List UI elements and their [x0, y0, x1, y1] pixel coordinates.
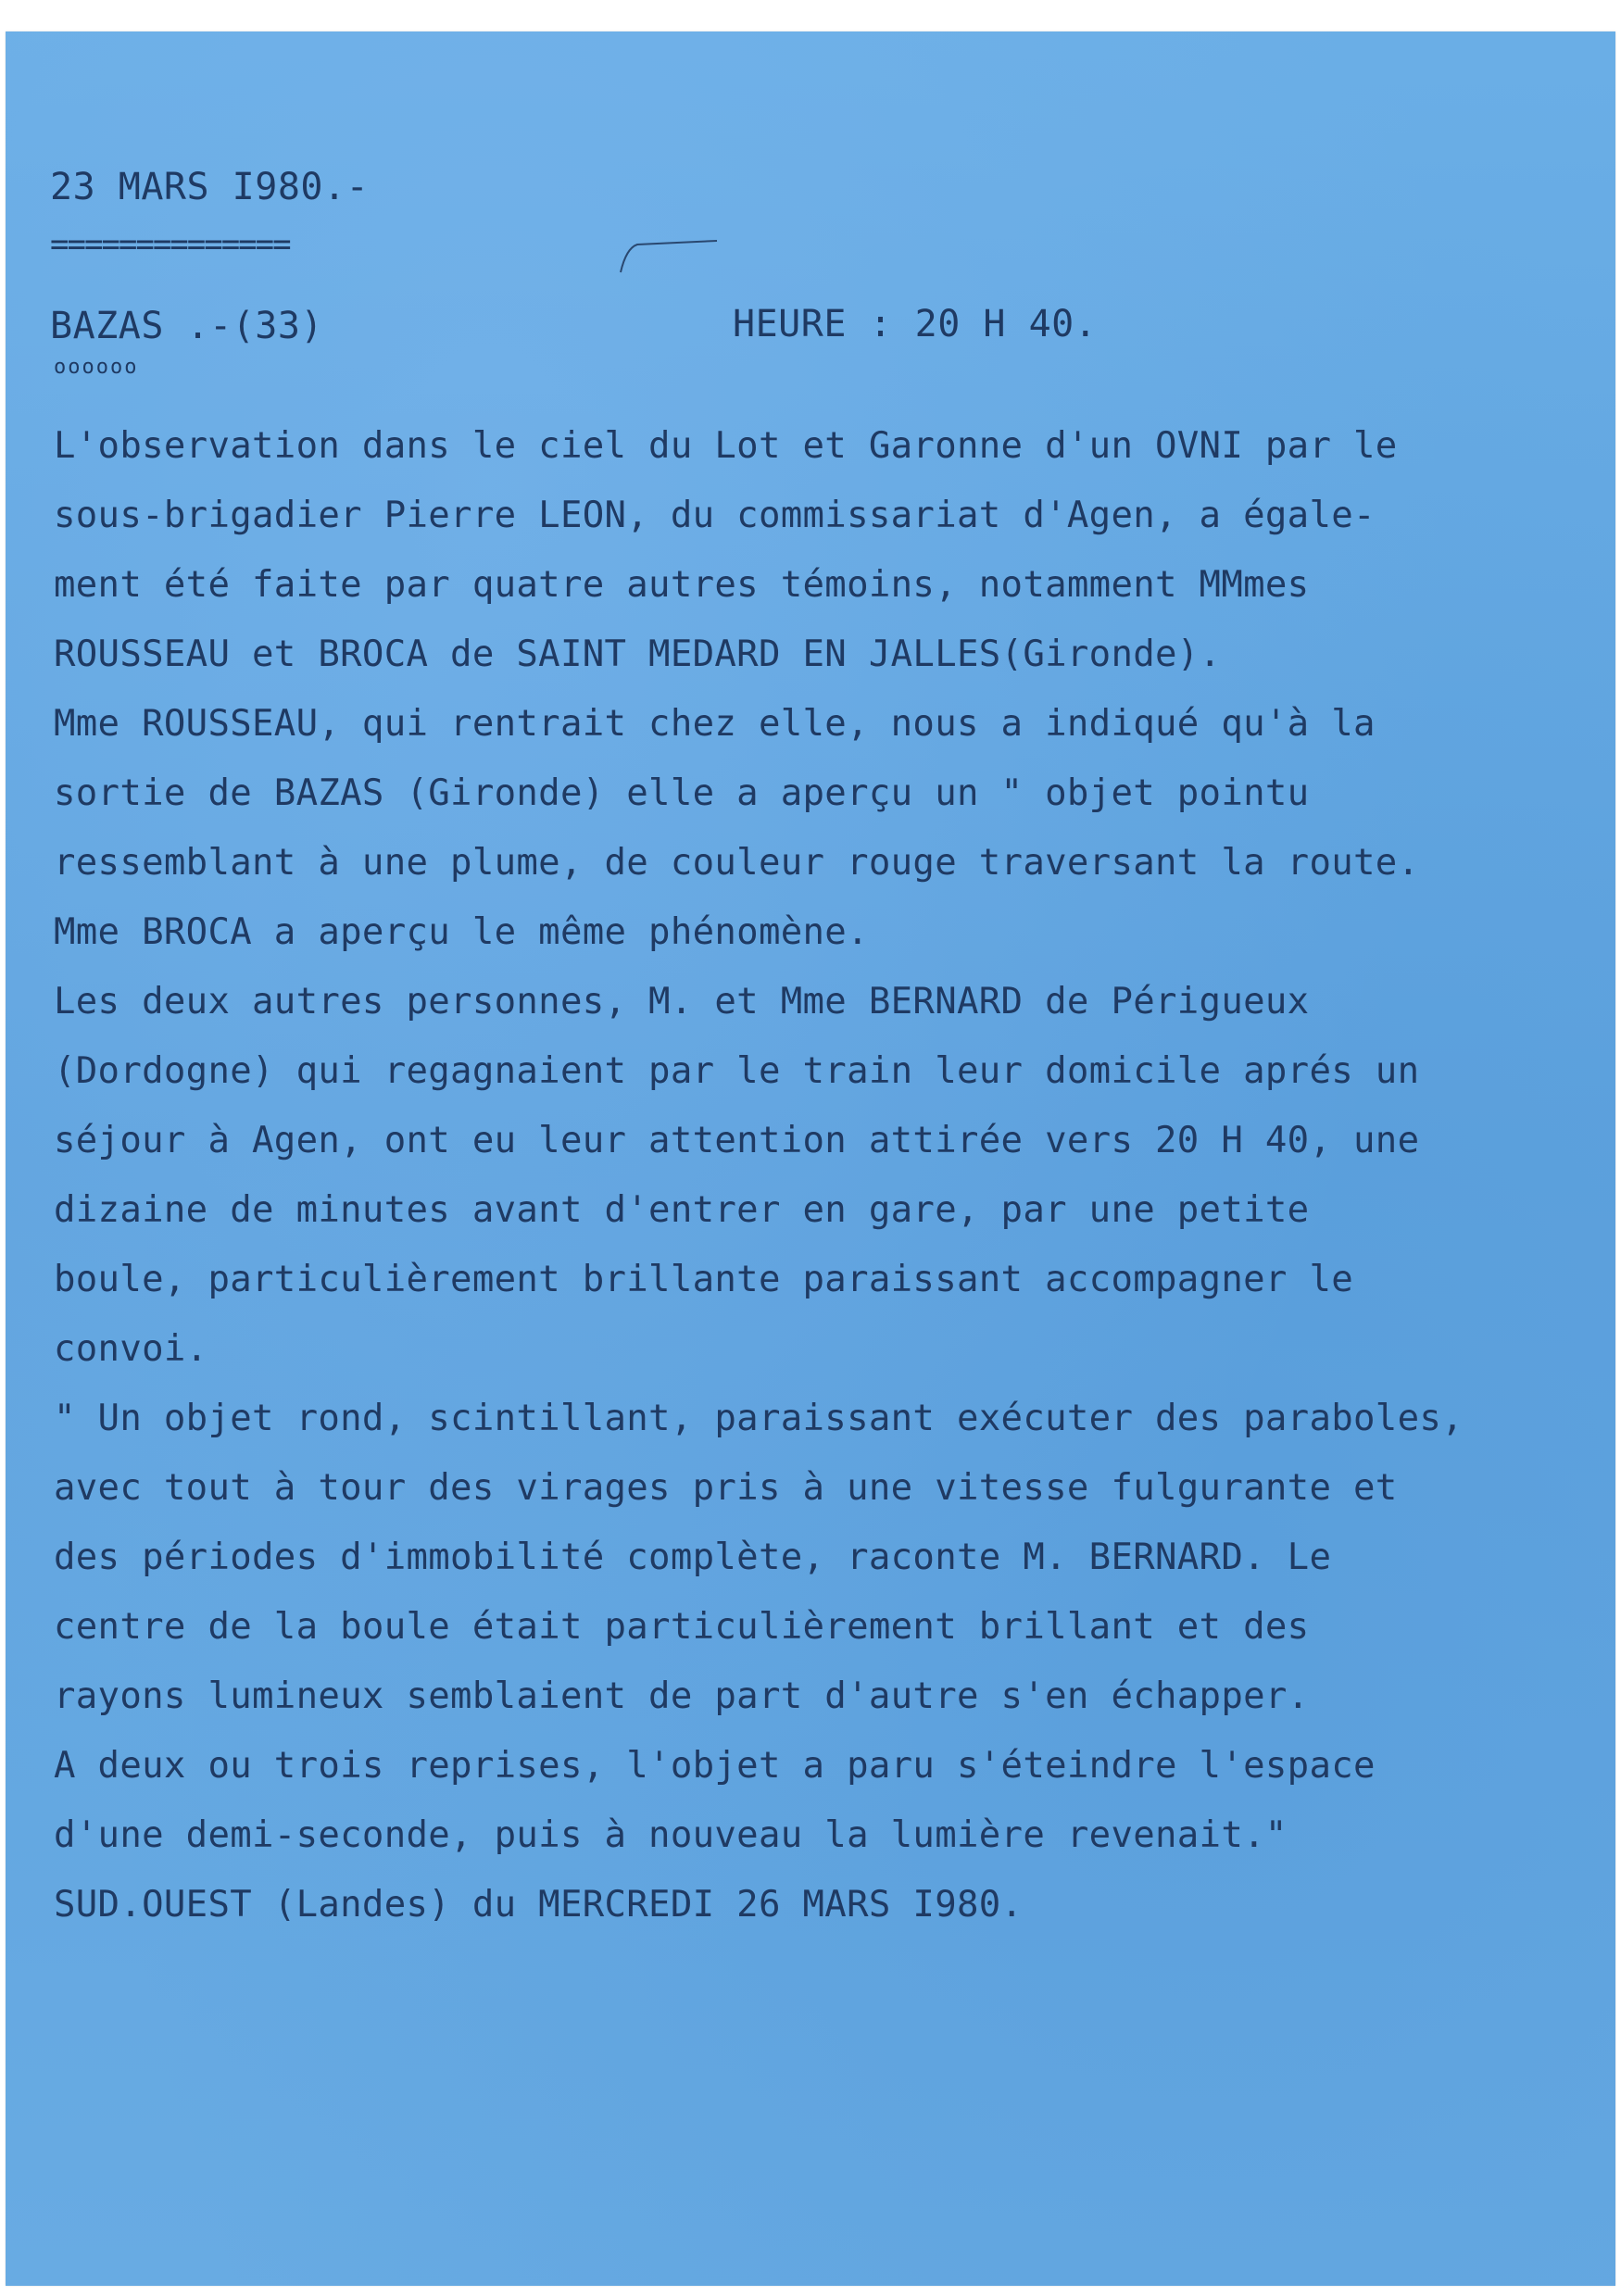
body-line: (Dordogne) qui regagnaient par le train leur domicile aprés un — [54, 1050, 1420, 1092]
body-line: ROUSSEAU et BROCA de SAINT MEDARD EN JALLES(Gironde). — [54, 634, 1222, 675]
location-underline-marks: oooooo — [54, 356, 139, 379]
body-line: dizaine de minutes avant d'entrer en gare, par une petite — [54, 1189, 1310, 1231]
report-date: 23 MARS I980.- — [50, 166, 370, 208]
date-underline: ============== — [50, 226, 290, 263]
body-line: séjour à Agen, ont eu leur attention attirée vers 20 H 40, une — [54, 1120, 1420, 1161]
body-line: Mme ROUSSEAU, qui rentrait chez elle, nous a indiqué qu'à la — [54, 703, 1376, 745]
body-line: avec tout à tour des virages pris à une vitesse fulgurante et — [54, 1467, 1398, 1509]
body-line: L'observation dans le ciel du Lot et Garonne d'un OVNI par le — [54, 425, 1398, 467]
document-sheet — [6, 31, 1615, 2286]
body-line: sous-brigadier Pierre LEON, du commissariat d'Agen, a égale- — [54, 495, 1376, 536]
pen-stroke-mark — [617, 237, 719, 274]
body-line: des périodes d'immobilité complète, raconte M. BERNARD. Le — [54, 1537, 1332, 1578]
body-line: Les deux autres personnes, M. et Mme BERNARD de Périgueux — [54, 981, 1310, 1023]
body-line: convoi. — [54, 1328, 208, 1370]
body-line: d'une demi-seconde, puis à nouveau la lumière revenait." — [54, 1814, 1288, 1856]
body-line: A deux ou trois reprises, l'objet a paru s'éteindre l'espace — [54, 1745, 1376, 1787]
body-line: ment été faite par quatre autres témoins, notamment MMmes — [54, 564, 1310, 606]
body-line: ressemblant à une plume, de couleur rouge traversant la route. — [54, 842, 1420, 884]
body-line: " Un objet rond, scintillant, paraissant exécuter des paraboles, — [54, 1398, 1464, 1439]
body-line: boule, particulièrement brillante paraissant accompagner le — [54, 1259, 1354, 1300]
report-body — [54, 411, 1610, 1939]
body-line: Mme BROCA a aperçu le même phénomène. — [54, 911, 869, 953]
body-line: sortie de BAZAS (Gironde) elle a aperçu un " objet pointu — [54, 772, 1310, 814]
source-citation: SUD.OUEST (Landes) du MERCREDI 26 MARS I980. — [54, 1884, 1024, 1926]
time-heading: HEURE : 20 H 40. — [733, 303, 1098, 345]
location-heading: BAZAS .-(33) — [50, 305, 323, 347]
body-line: centre de la boule était particulièrement brillant et des — [54, 1606, 1310, 1648]
body-line: rayons lumineux semblaient de part d'autre s'en échapper. — [54, 1675, 1310, 1717]
